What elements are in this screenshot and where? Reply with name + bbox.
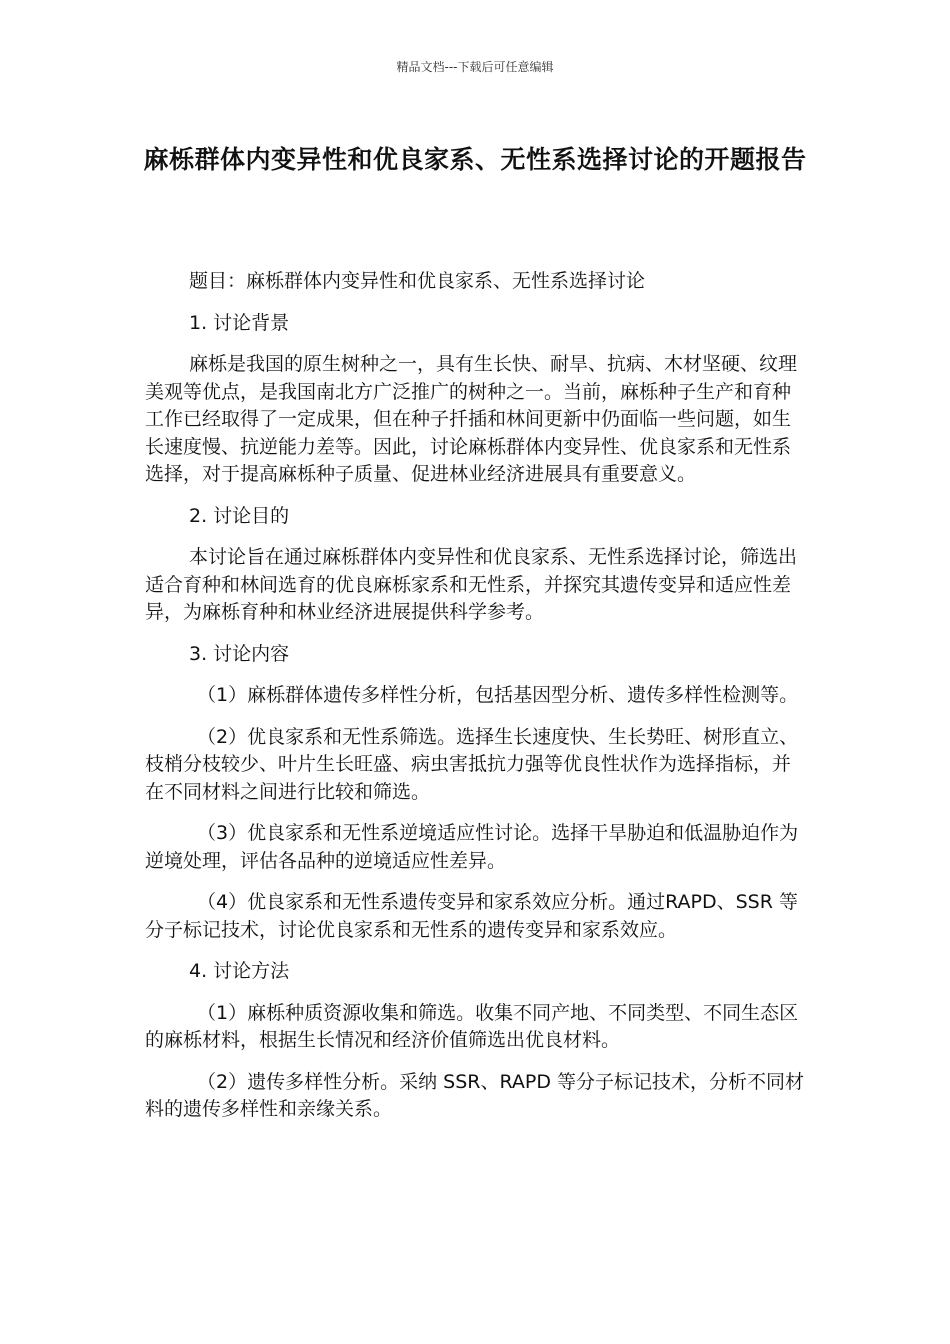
list-item: （2）优良家系和无性系筛选。选择生长速度快、生长势旺、树形直立、枝梢分枝较少、叶片生长旺盛、病虫害抵抗力强等优良性状作为选择指标，并在不同材料之间进行比较和筛选。	[145, 725, 799, 803]
paragraph: 本讨论旨在通过麻栎群体内变异性和优良家系、无性系选择讨论，筛选出适合育种和林间选育的优良麻栎家系和无性系，并探究其遗传变异和适应性差异，为麻栎育种和林业经济进展提供科学参考。	[145, 546, 798, 623]
section-heading: 4. 讨论方法	[189, 960, 290, 982]
list-item: （3）优良家系和无性系逆境适应性讨论。选择干旱胁迫和低温胁迫作为逆境处理，评估各品种的逆境适应性差异。	[145, 822, 799, 872]
list-item: （1）麻栎种质资源收集和筛选。收集不同产地、不同类型、不同生态区的麻栎材料，根据生长情况和经济价值筛选出优良材料。	[145, 1001, 799, 1051]
section-heading: 3. 讨论内容	[189, 642, 290, 665]
paragraph: 麻栎是我国的原生树种之一，具有生长快、耐旱、抗病、木材坚硬、纹理美观等优点，是我国南北方广泛推广的树种之一。当前，麻栎种子生产和育种工作已经取得了一定成果，但在种子扦插和林间更新中仍面临一些问题，如生长速度慢、抗逆能力差等。因此，讨论麻栎群体内变异性、优良家系和无性系选择，对于提高麻栎种子质量、促进林业经济进展具有重要意义。	[145, 353, 798, 485]
header-note: 精品文档---下载后可任意编辑	[396, 60, 554, 74]
document-body	[145, 268, 809, 1138]
topic-line: 题目：麻栎群体内变异性和优良家系、无性系选择讨论	[189, 270, 646, 292]
section-heading: 1. 讨论背景	[189, 311, 290, 334]
section-heading: 2. 讨论目的	[189, 504, 290, 527]
list-item: （4）优良家系和无性系遗传变异和家系效应分析。通过RAPD、SSR 等分子标记技术，讨论优良家系和无性系的遗传变异和家系效应。	[145, 891, 798, 941]
list-item: （1）麻栎群体遗传多样性分析，包括基因型分析、遗传多样性检测等。	[197, 684, 799, 706]
document-title: 麻栎群体内变异性和优良家系、无性系选择讨论的开题报告	[143, 145, 807, 174]
list-item: （2）遗传多样性分析。采纳 SSR、RAPD 等分子标记技术，分析不同材料的遗传多样性和亲缘关系。	[145, 1070, 805, 1120]
